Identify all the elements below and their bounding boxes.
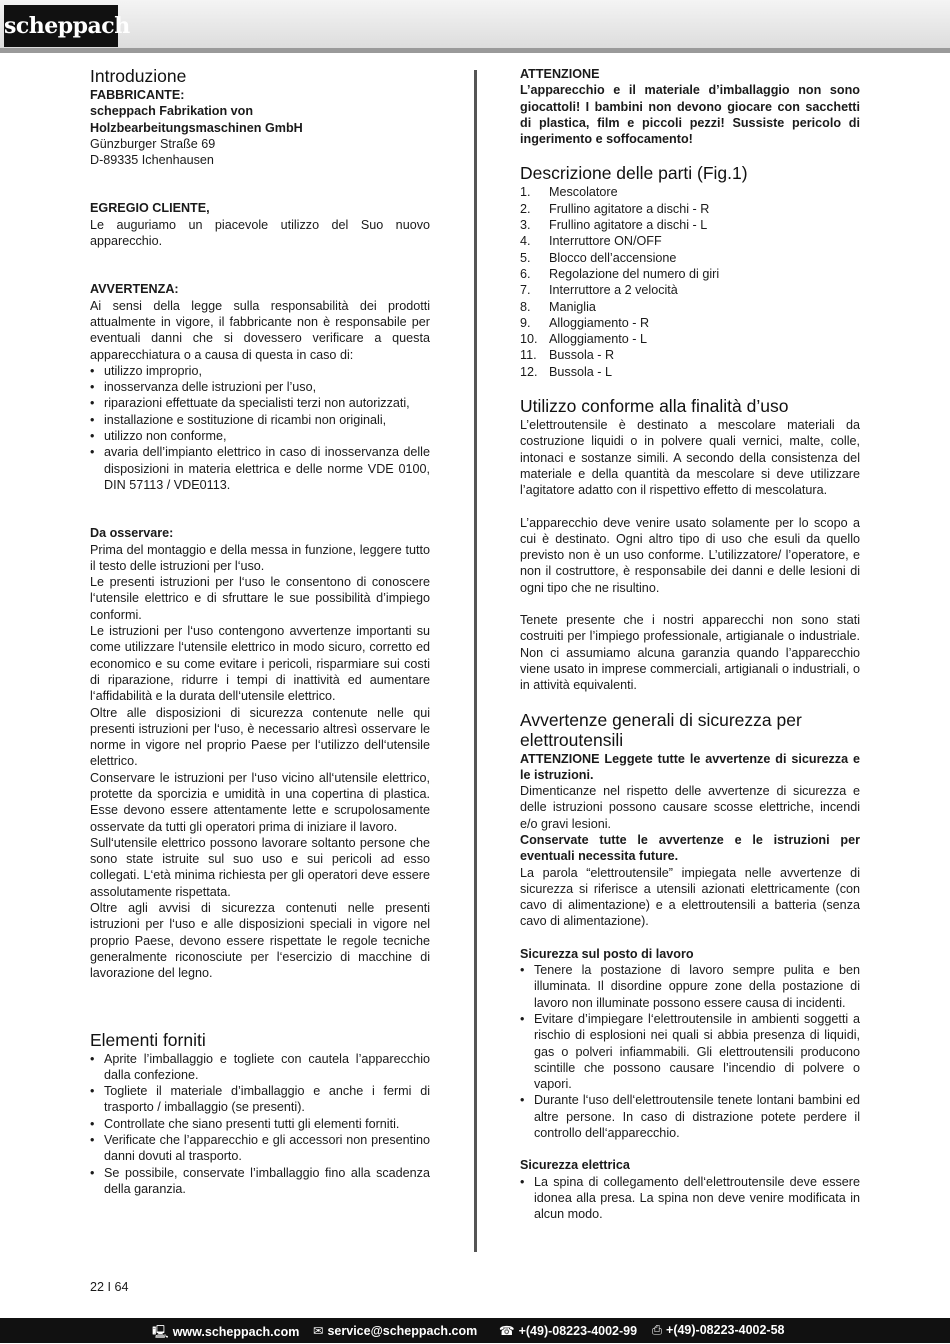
observe-paragraph: Prima del montaggio e della messa in funzione, leggere tutto il testo delle istruzioni per l‘uso.	[90, 542, 430, 573]
observe-paragraph: Conservare le istruzioni per l‘uso vicino all‘utensile elettrico, protette da sporcizia e umidità in una copertina di plastica. Esse devono essere attentamente lette e scrupolosamente osservate da tutti gli operatori prima di iniziare il lavoro.	[90, 770, 430, 834]
manufacturer-label: FABBRICANTE:	[90, 88, 185, 102]
list-item: • Tenere la postazione di lavoro sempre pulita e ben illuminata. Il disordine oppure zone della postazione di lavoro non illuminate possono essere causa di incidenti.	[520, 962, 860, 1011]
observe-paragraph: Le presenti istruzioni per l‘uso le consentono di conoscere l‘utensile elettrico e di sfruttare le sue possibilità d’impiego conformi.	[90, 575, 430, 622]
observe-paragraph: Le istruzioni per l‘uso contengono avvertenze importanti su come utilizzare l‘utensile elettrico in modo sicuro, corretto ed economico e su come evitare i pericoli, risparmiare sui costi di riparazione, ridurre i tempi di inattività ed aumentare l‘affidabilità e la durata dell‘utensile elettrico.	[90, 624, 430, 704]
header-divider	[0, 48, 950, 53]
left-column	[90, 66, 430, 1197]
list-item: 3. Frullino agitatore a dischi - L	[520, 218, 708, 233]
right-column	[520, 66, 860, 1223]
list-item: 6. Regolazione del numero di giri	[520, 266, 720, 281]
list-item: 2. Frullino agitatore a dischi - R	[520, 201, 710, 216]
list-item: • riparazioni effettuate da specialisti terzi non autorizzati,	[90, 395, 430, 411]
electric-title: Sicurezza elettrica	[520, 1158, 630, 1173]
intro-title: Introduzione	[90, 66, 187, 86]
list-item: • utilizzo improprio,	[90, 363, 430, 379]
observe-paragraph: Sull‘utensile elettrico possono lavorare soltanto persone che sono state istruite sul suo uso e sui pericoli ad esso collegati. L‘età minima richiesta per gli operatori deve essere assolutamente rispettata.	[90, 835, 430, 899]
list-item: 1. Mescolatore	[520, 185, 618, 200]
use-paragraph: Tenete presente che i nostri apparecchi non sono stati costruiti per l’impiego professionale, artigianale o industriale. Non ci assumiamo alcuna garanzia quando l’apparecchio viene usato in imprese commerciali, artigianali o industriali, o in attività equivalenti.	[520, 613, 860, 693]
list-item: • Se possibile, conservate l’imballaggio fino alla scadenza della garanzia.	[90, 1165, 430, 1198]
list-item: • Evitare d’impiegare l‘elettroutensile in ambienti soggetti a rischio di esplosioni nei quali si abbia presenza di liquidi, gas o polveri infiammabili. Gli elettroutensili producono scintille che possono causare l’incendio di polvere o vapori.	[520, 1011, 860, 1092]
list-item: 11. Bussola - R	[520, 348, 615, 363]
fax-icon: ⎙	[652, 1323, 663, 1337]
list-item: • Togliete il materiale d’imballaggio e anche i fermi di trasporto / imballaggio (se presenti).	[90, 1083, 430, 1116]
workplace-list	[520, 962, 860, 1141]
footer-web[interactable]: 🖳 www.scheppach.com	[152, 1325, 300, 1339]
customer-text: Le auguriamo un piacevole utilizzo del Suo nuovo apparecchio.	[90, 217, 430, 249]
safety-text: La parola “elettroutensile” impiegata nelle avvertenze di sicurezza si riferisce a utensili azionati elettricamente (con cavo di alimentazione) e a elettroutensili a batteria (senza cavo di alimentazione).	[520, 865, 860, 929]
list-item: 10. Alloggiamento - L	[520, 332, 648, 347]
observe-paragraph: Oltre alle disposizioni di sicurezza contenute nelle qui presenti istruzioni per l‘uso, è necessario altresì osservare le norme in vigore nel proprio Paese per l‘utilizzo dell‘utensile elettrico.	[90, 705, 430, 769]
page-header	[0, 0, 950, 50]
list-item: • Verificate che l’apparecchio e gli accessori non presentino danni dovuti al trasporto.	[90, 1132, 430, 1165]
column-divider	[474, 70, 477, 1252]
list-item: 12. Bussola - L	[520, 364, 612, 379]
list-item: 9. Alloggiamento - R	[520, 315, 650, 330]
use-title: Utilizzo conforme alla finalità d’uso	[520, 396, 789, 417]
footer-fax: ⎙ +(49)-08223-4002-58	[652, 1323, 785, 1337]
safety-keep: Conservate tutte le avvertenze e le istruzioni per eventuali necessita future.	[520, 832, 860, 864]
workplace-title: Sicurezza sul posto di lavoro	[520, 946, 694, 961]
phone-icon: ☎	[499, 1324, 515, 1338]
page-number: 22 I 64	[90, 1280, 129, 1294]
attention-text: L’apparecchio e il materiale d’imballaggio non sono giocattoli! I bambini non devono giocare con sacchetti di plastica, film e piccoli pezzi! Sussiste pericolo di ingerimento e soffocamento!	[520, 83, 860, 147]
observe-label: Da osservare:	[90, 526, 174, 541]
list-item: • Aprite l’imballaggio e togliete con cautela l’apparecchio dalla confezione.	[90, 1051, 430, 1084]
supplied-list	[90, 1051, 430, 1198]
safety-title: Avvertenze generali di sicurezza per elettroutensili	[520, 709, 802, 750]
list-item: • La spina di collegamento dell‘elettroutensile deve essere idonea alla presa. La spina non deve venire modificata in alcun modo.	[520, 1174, 860, 1223]
page-footer	[0, 1318, 950, 1343]
parts-list	[520, 184, 860, 380]
list-item: 5. Blocco dell’accensione	[520, 250, 677, 265]
list-item: • utilizzo non conforme,	[90, 428, 430, 444]
safety-text: Dimenticanze nel rispetto delle avvertenze di sicurezza e delle istruzioni possono causare scosse elettriche, incendi e/o gravi lesioni.	[520, 784, 860, 831]
warning-text: Ai sensi della legge sulla responsabilità dei prodotti attualmente in vigore, il fabbricante non è responsabile per eventuali danni che si dovessero verificare a questa apparecchiatura o a causa di questa in caso di:	[90, 298, 430, 362]
footer-email[interactable]: ✉ service@scheppach.com	[313, 1324, 478, 1338]
electric-list	[520, 1174, 860, 1223]
list-item: 4. Interruttore ON/OFF	[520, 234, 662, 249]
list-item: 7. Interruttore a 2 velocità	[520, 283, 678, 298]
envelope-icon: ✉	[313, 1324, 324, 1338]
manufacturer-name-1: scheppach Fabrikation von	[90, 104, 254, 119]
manufacturer-name-2: Holzbearbeitungsmaschinen GmbH	[90, 120, 303, 135]
attention-label: ATTENZIONE	[520, 67, 600, 81]
use-paragraph: L’elettroutensile è destinato a mescolare materiali da costruzione liquidi o in polvere quali vernici, malte, colle, intonaci e sostanze simili. A secondo della consistenza del materiale e della quantità da mescolare si deve utilizzare l’agitatore adatto con il rispettivo effetto di mescolatura.	[520, 418, 860, 498]
list-item: 8. Maniglia	[520, 299, 596, 314]
safety-attention: ATTENZIONE Leggete tutte le avvertenze di sicurezza e le istruzioni.	[520, 751, 860, 782]
brand-logo: scheppach	[4, 5, 118, 47]
address-city: D-89335 Ichenhausen	[90, 153, 214, 168]
list-item: • inosservanza delle istruzioni per l’uso,	[90, 379, 430, 395]
warning-list	[90, 363, 430, 493]
list-item: • installazione e sostituzione di ricambi non originali,	[90, 412, 430, 428]
use-paragraph: L’apparecchio deve venire usato solamente per lo scopo a cui è destinato. Ogni altro tipo di uso che esuli da quello previsto non è un uso conforme. L’utilizzatore/ l’operatore, e non il costruttore, è responsabile dei danni e delle lesioni di ogni tipo che ne risultino.	[520, 515, 860, 595]
monitor-icon: 🖳	[152, 1325, 169, 1339]
address-street: Günzburger Straße 69	[90, 136, 216, 151]
list-item: • Durante l‘uso dell‘elettroutensile tenete lontani bambini ed altre persone. In caso di distrazione potete perdere il controllo dell‘apparecchio.	[520, 1092, 860, 1141]
list-item: • Controllate che siano presenti tutti gli elementi forniti.	[90, 1116, 430, 1132]
footer-phone[interactable]: ☎ +(49)-08223-4002-99	[499, 1324, 638, 1338]
customer-label: EGREGIO CLIENTE,	[90, 201, 210, 216]
list-item: • avaria dell’impianto elettrico in caso di inosservanza delle disposizioni in materia elettrica e delle norme VDE 0100, DIN 57113 / VDE0113.	[90, 444, 430, 493]
warning-label: AVVERTENZA:	[90, 282, 179, 297]
supplied-title: Elementi forniti	[90, 1029, 206, 1050]
observe-paragraph: Oltre agli avvisi di sicurezza contenuti nelle presenti istruzioni per l‘uso e alle disposizioni speciali in vigore nel proprio Paese, devono essere rispettate le regole tecniche generalmente riconosciute per l‘esercizio di macchine di lavorazione del legno.	[90, 901, 430, 981]
parts-title: Descrizione delle parti (Fig.1)	[520, 163, 748, 184]
